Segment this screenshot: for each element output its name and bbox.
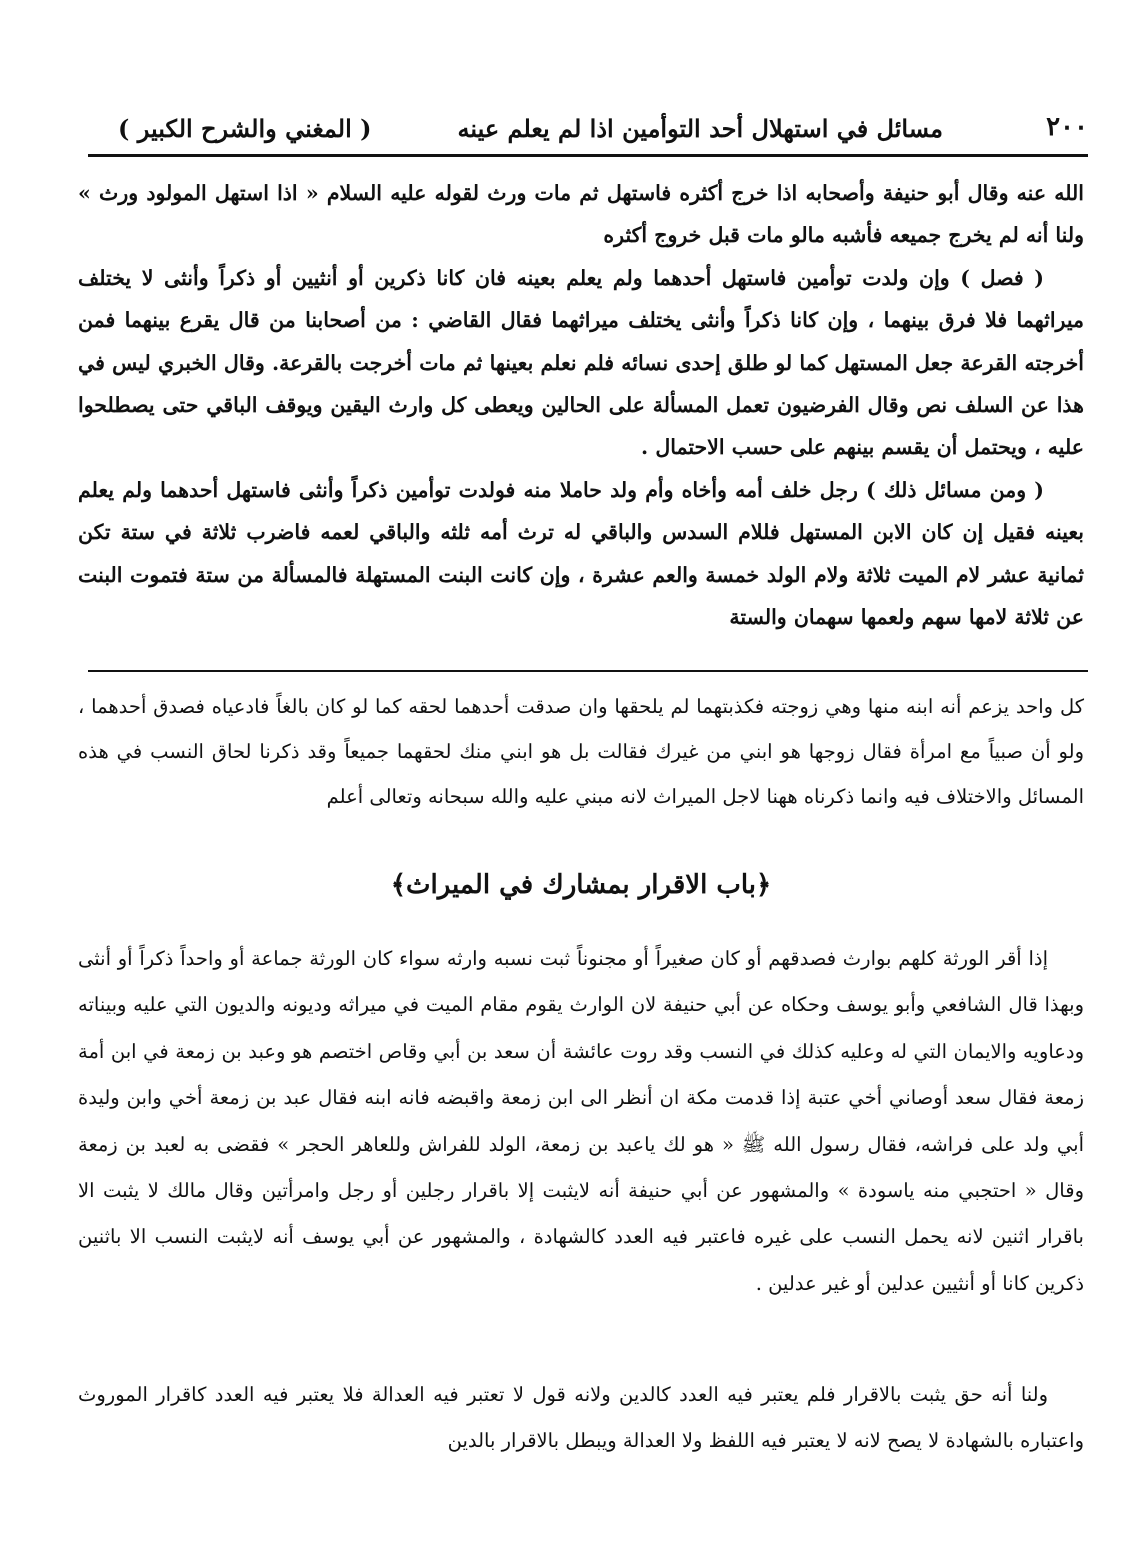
matn-text	[78, 172, 1084, 638]
sharh-text-top	[78, 684, 1084, 819]
sharh-text-bottom	[78, 936, 1084, 1307]
page-number: ٢٠٠	[1046, 112, 1088, 142]
section-heading: ﴿باب الاقرار بمشارك في الميراث﴾	[390, 870, 772, 900]
sharh-paragraph: ولنا أنه حق يثبت بالاقرار فلم يعتبر فيه العدد كالدين ولانه قول لا تعتبر فيه العدالة فلا يعتبر فيه العدد كاقرار الموروث واعتباره بالشهادة لا يصح لانه لا يعتبر فيه اللفظ ولا العدالة ويبطل بالاقرار بالدين	[78, 1383, 1084, 1453]
matn-paragraph: الله عنه وقال أبو حنيفة وأصحابه اذا خرج أكثره فاستهل ثم مات ورث لقوله عليه السلام « اذا استهل المولود ورث » ولنا أنه لم يخرج جميعه فأشبه مالو مات قبل خروج أكثره	[78, 181, 1084, 248]
section-divider	[88, 670, 1088, 672]
matn-paragraph: ( ومن مسائل ذلك ) رجل خلف أمه وأخاه وأم ولد حاملا منه فولدت توأمين ذكراً وأنثى فاستهل أحدهما ولم يعلم بعينه فقيل إن كان الابن المستهل فللام السدس والباقي له ترث أمه ثلثه والباقي لعمه فاضرب ثلاثة في ستة تكن ثمانية عشر لام الميت ثلاثة ولام الولد خمسة والعم عشرة ، وإن كانت البنت المستهلة فالمسألة من ستة فتموت البنت عن ثلاثة لامها سهم ولعمها سهمان والستة	[78, 477, 1084, 630]
sharh-paragraph: إذا أقر الورثة كلهم بوارث فصدقهم أو كان صغيراً أو مجنوناً ثبت نسبه وارثه سواء كان الورثة جماعة أو واحداً ذكراً أو أنثى وبهذا قال الشافعي وأبو يوسف وحكاه عن أبي حنيفة لان الوارث يقوم مقام الميت في ميراثه وديونه والديون التي عليه وبيناته ودعاويه والايمان التي له وعليه كذلك في النسب وقد روت عائشة أن سعد بن أبي وقاص اختصم هو وعبد بن زمعة في ابن أمة زمعة فقال سعد أوصاني أخي عتبة إذا قدمت مكة ان أنظر الى ابن زمعة واقبضه فانه ابنه فقال عبد بن زمعة أخي وابن وليدة أبي ولد على فراشه، فقال رسول الله ﷺ « هو لك ياعبد بن زمعة، الولد للفراش وللعاهر الحجر » فقضى به لعبد بن زمعة وقال « احتجبي منه ياسودة » والمشهور عن أبي حنيفة أنه لايثبت إلا باقرار رجلين أو رجل وامرأتين وقال مالك لا يثبت الا باقرار اثنين لانه يحمل النسب على غيره فاعتبر فيه العدد كالشهادة ، والمشهور عن أبي يوسف أنه لايثبت النسب الا باثنين ذكرين كانا أو أنثيين عدلين أو غير عدلين .	[78, 947, 1084, 1295]
sharh-paragraph: كل واحد يزعم أنه ابنه منها وهي زوجته فكذبتهما لم يلحقها وان صدقت أحدهما لحقه كما لو كان بالغاً فادعياه فصدق أحدهما ، ولو أن صبياً مع امرأة فقال زوجها هو ابني من غيرك فقالت بل هو ابني منك لحقهما جميعاً وقد ذكرنا لحاق النسب في هذه المسائل والاختلاف فيه وانما ذكرناه ههنا لاجل الميراث لانه مبني عليه والله سبحانه وتعالى أعلم	[78, 695, 1084, 808]
running-title: مسائل في استهلال أحد التوأمين اذا لم يعلم عينه	[457, 114, 943, 143]
matn-paragraph: ( فصل ) وإن ولدت توأمين فاستهل أحدهما ولم يعلم بعينه فان كانا ذكرين أو أنثيين أو ذكراً وأنثى لا يختلف ميراثهما فلا فرق بينهما ، وإن كانا ذكراً وأنثى يختلف ميراثهما فقال القاضي : من أصحابنا من قال يقرع بينهما فمن أخرجته القرعة جعل المستهل كما لو طلق إحدى نسائه فلم نعلم بعينها ثم مات أخرجت بالقرعة. وقال الخبري ليس في هذا عن السلف نص وقال الفرضيون تعمل المسألة على الحالين ويعطى كل وارث اليقين ويوقف الباقي حتى يصطلحوا عليه ، ويحتمل أن يقسم بينهم على حسب الاحتمال .	[78, 265, 1084, 460]
book-title: ( المغني والشرح الكبير )	[118, 114, 372, 143]
sharh-text-final	[78, 1372, 1084, 1465]
header-rule	[88, 154, 1088, 157]
page-header	[88, 108, 1088, 152]
